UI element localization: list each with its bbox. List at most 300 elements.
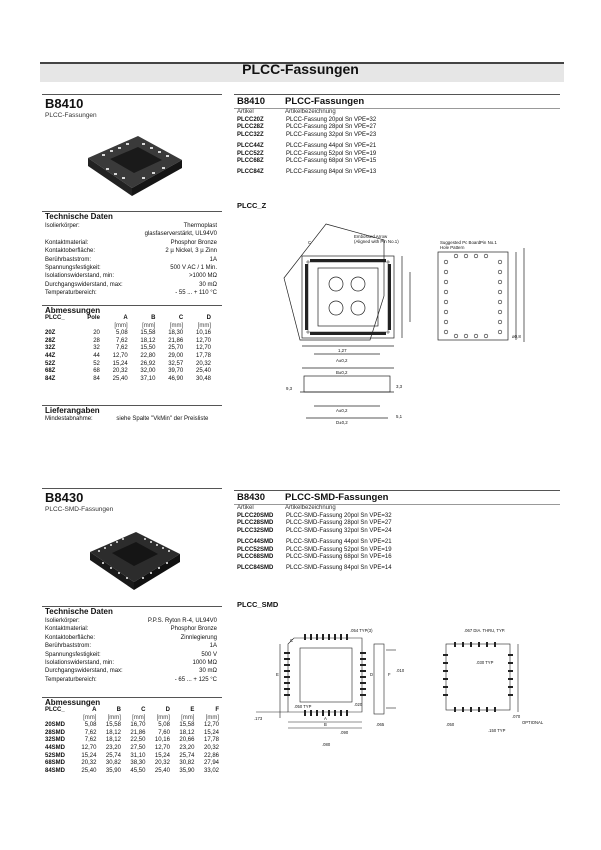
tech-key: Berührbaststrom: bbox=[45, 643, 92, 650]
table-cell: 28Z bbox=[45, 337, 56, 344]
article-description: PLCC-SMD-Fassung 28pol Sn VPE=27 bbox=[286, 520, 392, 527]
label-93: 9,3 bbox=[286, 386, 293, 391]
table-cell: 7,62 bbox=[115, 345, 128, 352]
dims-unit-cell: [mm] bbox=[181, 714, 195, 721]
b8430-art-code: B8430 bbox=[237, 492, 265, 503]
table-cell: 15,58 bbox=[179, 722, 195, 729]
tech-row bbox=[45, 281, 217, 289]
dims-unit-cell: [mm] bbox=[107, 714, 121, 721]
table-cell: 20,32 bbox=[195, 360, 211, 367]
table-cell: 18,12 bbox=[140, 337, 156, 344]
table-cell: 23,20 bbox=[105, 744, 121, 751]
tech-row bbox=[45, 659, 217, 667]
dims-unit-cell: [mm] bbox=[142, 322, 156, 329]
tech-key: Kontaktmaterial: bbox=[45, 239, 89, 246]
table-cell: 15,24 bbox=[112, 360, 128, 367]
b8430-col-desc: Artikelbezeichnung bbox=[285, 505, 336, 511]
tech-value: - 65 ... + 125 °C bbox=[174, 676, 217, 683]
table-row bbox=[43, 338, 213, 346]
smd-letter-f: F bbox=[388, 672, 391, 677]
b8410-subtitle: PLCC-Fassungen bbox=[45, 112, 97, 119]
table-row bbox=[43, 730, 221, 738]
table-cell: 17,78 bbox=[195, 352, 211, 359]
table-row bbox=[43, 768, 221, 776]
list-item bbox=[237, 132, 557, 139]
b8410-tech-list bbox=[45, 222, 217, 298]
tech-row bbox=[45, 676, 217, 684]
article-description: PLCC-Fassung 84pol Sn VPE=13 bbox=[286, 169, 377, 176]
dims-unit-cell: [mm] bbox=[83, 714, 97, 721]
table-cell: 25,70 bbox=[168, 345, 184, 352]
table-cell: 32,57 bbox=[168, 360, 184, 367]
table-cell: 15,24 bbox=[203, 729, 219, 736]
article-description: PLCC-Fassung 32pol Sn VPE=23 bbox=[286, 131, 377, 138]
b8410-art-title: PLCC-Fassungen bbox=[285, 96, 365, 107]
article-number: PLCC44Z bbox=[237, 143, 264, 150]
tech-row bbox=[45, 667, 217, 675]
b8430-dims-heading: Abmessungen bbox=[45, 698, 101, 707]
article-description: PLCC-SMD-Fassung 68pol Sn VPE=16 bbox=[286, 554, 392, 561]
smd-label-054: .054 TYP(3) bbox=[350, 628, 373, 633]
tech-row bbox=[45, 222, 217, 230]
tech-key: Kontaktoberfläche: bbox=[45, 634, 96, 641]
tech-value: 1000 MΩ bbox=[192, 660, 217, 667]
table-cell: 39,70 bbox=[168, 368, 184, 375]
table-row bbox=[43, 376, 213, 384]
b8430-col-art: Artikel bbox=[237, 505, 254, 511]
b8430-article-list bbox=[237, 513, 557, 573]
table-cell: 16,70 bbox=[130, 722, 146, 729]
supply-value: siehe Spalte "VkMin" der Preisliste bbox=[116, 416, 209, 422]
tech-key: Isolationswiderstand, min: bbox=[45, 273, 115, 280]
dims-header-cell: C bbox=[178, 315, 184, 321]
label-51: 5,1 bbox=[396, 414, 403, 419]
list-item bbox=[237, 169, 557, 176]
tech-row bbox=[45, 642, 217, 650]
list-item bbox=[237, 151, 557, 158]
tech-key: Temperaturbereich: bbox=[45, 676, 97, 683]
smd-label-010: .010 bbox=[396, 668, 405, 673]
table-cell: 32Z bbox=[45, 345, 56, 352]
dims-unit-cell: [mm] bbox=[205, 714, 219, 721]
tech-row bbox=[45, 625, 217, 633]
table-cell: 25,74 bbox=[179, 752, 195, 759]
table-cell: 30,48 bbox=[195, 375, 211, 382]
b8410-col-art: Artikel bbox=[237, 109, 254, 115]
table-row bbox=[43, 722, 221, 730]
label-a: A±0,2 bbox=[336, 358, 348, 363]
dims-header-cell: PLCC_ bbox=[45, 707, 65, 713]
table-cell: 28SMD bbox=[45, 729, 66, 736]
smd-letter-d: D bbox=[370, 672, 374, 677]
list-item bbox=[237, 554, 557, 561]
article-number: PLCC28SMD bbox=[237, 520, 274, 527]
table-cell: 20 bbox=[93, 330, 100, 337]
tech-key: Temperaturbereich: bbox=[45, 290, 97, 297]
list-item bbox=[237, 117, 557, 124]
tech-key: Spannungsfestigkeit: bbox=[45, 651, 101, 658]
table-cell: 12,70 bbox=[112, 352, 128, 359]
table-cell: 68SMD bbox=[45, 760, 66, 767]
smd-letter-c: C bbox=[290, 638, 294, 643]
dims-unit-cell bbox=[43, 323, 78, 331]
table-cell: 25,40 bbox=[195, 368, 211, 375]
label-aligned: (Aligned with Pin No.1) bbox=[354, 239, 399, 244]
tech-value: Zinnlegierung bbox=[180, 634, 217, 641]
b8410-code: B8410 bbox=[45, 96, 84, 111]
table-cell: 32,00 bbox=[140, 368, 156, 375]
dims-header-cell: A bbox=[92, 707, 97, 713]
dims-units-row bbox=[43, 715, 221, 723]
page-title: PLCC-Fassungen bbox=[242, 61, 359, 77]
tech-row bbox=[45, 239, 217, 247]
smd-label-090: .090 bbox=[340, 730, 349, 735]
b8430-rule bbox=[42, 488, 222, 489]
label-d08: ø0,8 bbox=[512, 334, 521, 339]
article-number: PLCC68SMD bbox=[237, 554, 274, 561]
article-number: PLCC52Z bbox=[237, 150, 264, 157]
table-row bbox=[43, 753, 221, 761]
table-cell: 20,32 bbox=[154, 760, 170, 767]
tech-value: >1000 MΩ bbox=[188, 273, 217, 280]
table-cell: 15,58 bbox=[140, 330, 156, 337]
b8410-art-sub-rule bbox=[234, 108, 560, 109]
tech-key: Isolierkörper: bbox=[45, 223, 80, 229]
b8410-art-code: B8410 bbox=[237, 96, 265, 107]
tech-row bbox=[45, 230, 217, 238]
list-item bbox=[237, 513, 557, 520]
list-item bbox=[237, 547, 557, 554]
b8430-dims-table bbox=[43, 707, 221, 775]
table-cell: 84SMD bbox=[45, 767, 66, 774]
dims-header-cell: E bbox=[190, 707, 195, 713]
table-cell: 10,16 bbox=[154, 737, 170, 744]
tech-row bbox=[45, 256, 217, 264]
smd-label-173: .173 bbox=[254, 716, 263, 721]
label-d: D±0,2 bbox=[336, 420, 348, 425]
smd-label-070: .070 bbox=[512, 714, 521, 719]
tech-value: 500 V AC / 1 Min. bbox=[170, 265, 217, 272]
label-b: B±0,2 bbox=[336, 370, 348, 375]
table-cell: 12,70 bbox=[154, 744, 170, 751]
smd-label-065: .065 bbox=[376, 722, 385, 727]
article-number: PLCC84SMD bbox=[237, 565, 274, 572]
label-embossed: Embossed Arrow bbox=[354, 234, 388, 239]
article-description: PLCC-SMD-Fassung 44pol Sn VPE=21 bbox=[286, 539, 392, 546]
table-cell: 29,00 bbox=[168, 352, 184, 359]
table-row bbox=[43, 330, 213, 338]
article-description: PLCC-SMD-Fassung 20pol Sn VPE=32 bbox=[286, 513, 392, 519]
b8410-dims-heading: Abmessungen bbox=[45, 306, 101, 315]
dims-unit-cell: [mm] bbox=[114, 322, 128, 329]
tech-value: Phosphor Bronze bbox=[170, 626, 217, 633]
smd-label-050: .050 TYP bbox=[294, 704, 312, 709]
label-127: 1,27 bbox=[338, 348, 347, 353]
list-item bbox=[237, 143, 557, 150]
list-item bbox=[237, 528, 557, 535]
table-cell: 21,86 bbox=[168, 337, 184, 344]
table-cell: 18,12 bbox=[179, 729, 195, 736]
article-description: PLCC-Fassung 44pol Sn VPE=21 bbox=[286, 143, 377, 150]
table-cell: 84 bbox=[93, 375, 100, 382]
b8410-art-rule bbox=[234, 94, 560, 95]
dims-unit-cell: [mm] bbox=[132, 714, 146, 721]
article-number: PLCC68Z bbox=[237, 158, 264, 165]
dims-header-cell: F bbox=[215, 707, 219, 713]
b8410-supply-row bbox=[45, 415, 235, 423]
table-cell: 7,60 bbox=[158, 729, 170, 736]
table-cell: 15,24 bbox=[81, 752, 97, 759]
b8410-supply-heading: Lieferangaben bbox=[45, 406, 100, 415]
table-cell: 20Z bbox=[45, 330, 56, 337]
smd-letter-e: E bbox=[276, 672, 279, 677]
table-cell: 27,50 bbox=[130, 744, 146, 751]
b8430-tech-heading: Technische Daten bbox=[45, 607, 113, 616]
label-suggested: Suggested Pc Board bbox=[440, 240, 481, 245]
article-description: PLCC-SMD-Fassung 32pol Sn VPE=24 bbox=[286, 527, 392, 534]
table-cell: 5,08 bbox=[115, 330, 128, 337]
tech-value: Thermoplast bbox=[183, 223, 217, 229]
table-cell: 18,30 bbox=[168, 330, 184, 337]
tech-value: - 55 ... + 110 °C bbox=[175, 290, 217, 297]
tech-key: Berührbaststrom: bbox=[45, 256, 92, 263]
table-cell: 52 bbox=[93, 360, 100, 367]
smd-letter-a: A bbox=[324, 716, 327, 721]
tech-value: glasfaserverstärkt, UL94V0 bbox=[144, 231, 217, 238]
tech-row bbox=[45, 247, 217, 255]
table-cell: 15,58 bbox=[105, 722, 121, 729]
article-description: PLCC-Fassung 28pol Sn VPE=27 bbox=[286, 124, 377, 131]
table-cell: 30,82 bbox=[179, 760, 195, 767]
dims-header-cell: B bbox=[151, 315, 156, 321]
smd-label-optional: OPTIONAL bbox=[522, 720, 544, 725]
tech-key: Kontaktoberfläche: bbox=[45, 248, 96, 255]
tech-value: P.P.S. Ryton R-4, UL94V0 bbox=[147, 618, 217, 624]
tech-value: 30 mΩ bbox=[199, 281, 217, 288]
smd-label-080: .080 bbox=[322, 742, 331, 747]
list-item bbox=[237, 158, 557, 165]
table-cell: 12,70 bbox=[195, 345, 211, 352]
b8410-tech-heading: Technische Daten bbox=[45, 212, 113, 221]
supply-key: Mindestabnahme: bbox=[45, 416, 93, 422]
table-cell: 15,50 bbox=[140, 345, 156, 352]
table-cell: 31,10 bbox=[130, 752, 146, 759]
b8410-article-list bbox=[237, 117, 557, 177]
b8430-art-title: PLCC-SMD-Fassungen bbox=[285, 492, 389, 503]
table-cell: 10,16 bbox=[195, 330, 211, 337]
b8430-art-sub-rule bbox=[234, 504, 560, 505]
table-cell: 68 bbox=[93, 368, 100, 375]
tech-row bbox=[45, 634, 217, 642]
tech-key: Durchgangswiderstand, max: bbox=[45, 281, 123, 288]
table-cell: 44SMD bbox=[45, 744, 66, 751]
b8430-drawing-label: PLCC_SMD bbox=[237, 600, 279, 609]
tech-key: Isolationswiderstand, min: bbox=[45, 660, 115, 667]
table-cell: 25,40 bbox=[112, 375, 128, 382]
tech-row bbox=[45, 617, 217, 625]
label-c: C bbox=[308, 240, 312, 245]
table-cell: 5,08 bbox=[158, 722, 170, 729]
table-cell: 22,86 bbox=[203, 752, 219, 759]
table-cell: 32 bbox=[93, 345, 100, 352]
table-row bbox=[43, 737, 221, 745]
table-cell: 7,62 bbox=[84, 737, 97, 744]
article-number: PLCC28Z bbox=[237, 124, 264, 131]
table-cell: 35,90 bbox=[105, 767, 121, 774]
tech-row bbox=[45, 289, 217, 297]
table-row bbox=[43, 760, 221, 768]
article-number: PLCC32Z bbox=[237, 131, 264, 138]
table-cell: 20,32 bbox=[81, 760, 97, 767]
article-description: PLCC-SMD-Fassung 52pol Sn VPE=19 bbox=[286, 546, 392, 553]
tech-key: Kontaktmaterial: bbox=[45, 626, 89, 633]
table-cell: 12,70 bbox=[195, 337, 211, 344]
b8410-drawing-label: PLCC_Z bbox=[237, 201, 267, 210]
dims-unit-cell bbox=[78, 323, 102, 331]
plcc-socket-photo bbox=[80, 128, 190, 203]
table-cell: 38,30 bbox=[130, 760, 146, 767]
dims-header-cell: PLCC_ bbox=[45, 315, 65, 321]
table-cell: 18,12 bbox=[105, 729, 121, 736]
dims-header-row bbox=[43, 315, 213, 323]
article-number: PLCC84Z bbox=[237, 169, 264, 176]
table-row bbox=[43, 345, 213, 353]
table-cell: 35,90 bbox=[179, 767, 195, 774]
table-cell: 30,82 bbox=[105, 760, 121, 767]
smd-label-050b: .050 bbox=[446, 722, 455, 727]
dims-units-row bbox=[43, 323, 213, 331]
table-cell: 7,62 bbox=[84, 729, 97, 736]
dims-header-cell: C bbox=[141, 707, 146, 713]
smd-label-150: .150 TYP bbox=[488, 728, 506, 733]
list-item bbox=[237, 565, 557, 572]
label-33: 3,3 bbox=[396, 384, 403, 389]
table-cell: 12,70 bbox=[203, 722, 219, 729]
table-cell: 25,40 bbox=[81, 767, 97, 774]
table-cell: 27,94 bbox=[203, 760, 219, 767]
list-item bbox=[237, 124, 557, 131]
table-cell: 15,24 bbox=[154, 752, 170, 759]
table-cell: 25,40 bbox=[154, 767, 170, 774]
dims-header-cell: Pole bbox=[87, 315, 100, 321]
table-cell: 45,50 bbox=[130, 767, 146, 774]
table-cell: 37,10 bbox=[140, 375, 156, 382]
plcc-smd-drawing bbox=[250, 622, 565, 752]
table-cell: 18,12 bbox=[105, 737, 121, 744]
tech-value: 1A bbox=[209, 256, 217, 263]
table-cell: 23,20 bbox=[179, 744, 195, 751]
dims-header-cell: B bbox=[116, 707, 121, 713]
table-cell: 20,66 bbox=[179, 737, 195, 744]
table-cell: 44Z bbox=[45, 352, 56, 359]
label-a2: A±0,2 bbox=[336, 408, 348, 413]
tech-value: Phosphor Bronze bbox=[170, 239, 217, 246]
article-number: PLCC20Z bbox=[237, 117, 264, 123]
table-cell: 20,32 bbox=[112, 368, 128, 375]
dims-unit-cell bbox=[43, 715, 74, 723]
table-cell: 52SMD bbox=[45, 752, 66, 759]
b8430-art-rule bbox=[234, 490, 560, 491]
b8410-col-desc: Artikelbezeichnung bbox=[285, 109, 336, 115]
table-cell: 52Z bbox=[45, 360, 56, 367]
tech-value: 30 mΩ bbox=[199, 668, 217, 675]
table-cell: 25,74 bbox=[105, 752, 121, 759]
table-cell: 26,92 bbox=[140, 360, 156, 367]
tech-key: Spannungsfestigkeit: bbox=[45, 265, 101, 272]
b8430-code: B8430 bbox=[45, 490, 84, 505]
article-description: PLCC-SMD-Fassung 84pol Sn VPE=14 bbox=[286, 565, 392, 572]
smd-label-020: .020 bbox=[354, 702, 363, 707]
article-description: PLCC-Fassung 20pol Sn VPE=32 bbox=[286, 117, 377, 123]
table-cell: 20,32 bbox=[203, 744, 219, 751]
table-row bbox=[43, 353, 213, 361]
smd-letter-b: B bbox=[324, 722, 327, 727]
table-cell: 28 bbox=[93, 337, 100, 344]
table-cell: 21,86 bbox=[130, 729, 146, 736]
tech-value: 1A bbox=[209, 643, 217, 650]
list-item bbox=[237, 520, 557, 527]
smd-label-030: .030 TYP bbox=[476, 660, 494, 665]
smd-label-067: .067 DIA. THRU, TYP. bbox=[464, 628, 506, 633]
tech-value: 2 µ Nickel, 3 µ Zinn bbox=[165, 248, 217, 255]
table-cell: 20SMD bbox=[45, 722, 66, 729]
label-hole: Hole Pattern bbox=[440, 245, 465, 250]
dims-header-cell: D bbox=[206, 315, 211, 321]
dims-header-cell: D bbox=[165, 707, 170, 713]
dims-unit-cell: [mm] bbox=[169, 322, 184, 329]
tech-row bbox=[45, 651, 217, 659]
article-number: PLCC20SMD bbox=[237, 513, 274, 519]
tech-key: Durchgangswiderstand, max: bbox=[45, 668, 123, 675]
table-cell: 84Z bbox=[45, 375, 56, 382]
table-cell: 46,90 bbox=[168, 375, 184, 382]
b8430-tech-list bbox=[45, 617, 217, 684]
table-cell: 32SMD bbox=[45, 737, 66, 744]
dims-header-row bbox=[43, 707, 221, 715]
dims-unit-cell: [mm] bbox=[156, 714, 170, 721]
article-number: PLCC32SMD bbox=[237, 527, 274, 534]
table-cell: 44 bbox=[93, 352, 100, 359]
table-row bbox=[43, 368, 213, 376]
label-pin1: Pin No.1 bbox=[480, 240, 497, 245]
article-description: PLCC-Fassung 52pol Sn VPE=19 bbox=[286, 150, 377, 157]
tech-key: Isolierkörper: bbox=[45, 618, 80, 624]
table-cell: 22,80 bbox=[140, 352, 156, 359]
table-row bbox=[43, 745, 221, 753]
table-cell: 68Z bbox=[45, 368, 56, 375]
b8410-dims-table bbox=[43, 315, 213, 383]
plcc-z-drawing bbox=[280, 222, 560, 432]
plcc-smd-socket-photo bbox=[84, 524, 184, 599]
dims-header-cell: A bbox=[123, 315, 128, 321]
table-cell: 22,50 bbox=[130, 737, 146, 744]
article-number: PLCC44SMD bbox=[237, 539, 274, 546]
tech-row bbox=[45, 272, 217, 280]
table-cell: 7,62 bbox=[115, 337, 128, 344]
article-description: PLCC-Fassung 68pol Sn VPE=15 bbox=[286, 158, 377, 165]
list-item bbox=[237, 539, 557, 546]
table-cell: 33,02 bbox=[203, 767, 219, 774]
article-number: PLCC52SMD bbox=[237, 546, 274, 553]
table-cell: 12,70 bbox=[81, 744, 97, 751]
table-cell: 17,78 bbox=[203, 737, 219, 744]
tech-row bbox=[45, 264, 217, 272]
table-cell: 5,08 bbox=[84, 722, 97, 729]
b8410-rule bbox=[42, 94, 222, 95]
dims-unit-cell: [mm] bbox=[197, 322, 211, 329]
tech-value: 500 V bbox=[201, 651, 217, 658]
b8430-subtitle: PLCC-SMD-Fassungen bbox=[45, 506, 114, 513]
